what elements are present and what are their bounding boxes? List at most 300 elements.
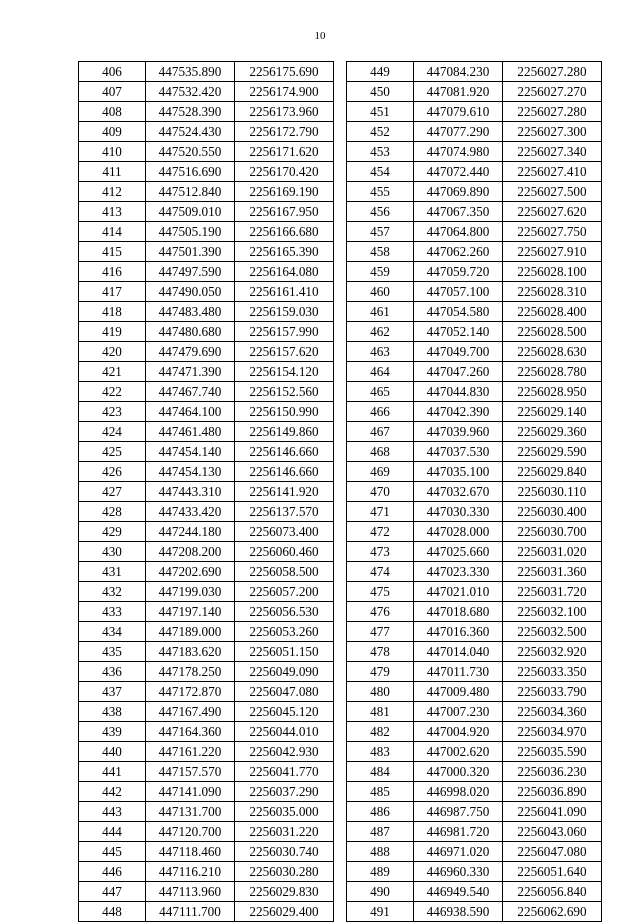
x-coordinate-cell: 447014.040	[414, 642, 503, 662]
table-row	[79, 322, 334, 342]
y-coordinate-cell: 2256032.100	[503, 602, 602, 622]
table-row	[79, 722, 334, 742]
x-coordinate-cell: 447081.920	[414, 82, 503, 102]
point-number-cell: 474	[347, 562, 414, 582]
table-row	[79, 482, 334, 502]
point-number-cell: 448	[79, 902, 146, 922]
table-row	[79, 82, 334, 102]
table-row	[79, 842, 334, 862]
x-coordinate-cell: 447067.350	[414, 202, 503, 222]
point-number-cell: 413	[79, 202, 146, 222]
point-number-cell: 467	[347, 422, 414, 442]
x-coordinate-cell: 447535.890	[146, 62, 235, 82]
x-coordinate-cell: 447009.480	[414, 682, 503, 702]
x-coordinate-cell: 447064.800	[414, 222, 503, 242]
y-coordinate-cell: 2256150.990	[235, 402, 334, 422]
x-coordinate-cell: 447157.570	[146, 762, 235, 782]
x-coordinate-cell: 447454.130	[146, 462, 235, 482]
x-coordinate-cell: 447208.200	[146, 542, 235, 562]
point-number-cell: 419	[79, 322, 146, 342]
y-coordinate-cell: 2256033.350	[503, 662, 602, 682]
point-number-cell: 487	[347, 822, 414, 842]
point-number-cell: 439	[79, 722, 146, 742]
point-number-cell: 476	[347, 602, 414, 622]
x-coordinate-cell: 447172.870	[146, 682, 235, 702]
y-coordinate-cell: 2256028.500	[503, 322, 602, 342]
x-coordinate-cell: 447479.690	[146, 342, 235, 362]
y-coordinate-cell: 2256073.400	[235, 522, 334, 542]
point-number-cell: 481	[347, 702, 414, 722]
point-number-cell: 462	[347, 322, 414, 342]
point-number-cell: 468	[347, 442, 414, 462]
y-coordinate-cell: 2256029.840	[503, 462, 602, 482]
x-coordinate-cell: 447443.310	[146, 482, 235, 502]
table-row	[79, 262, 334, 282]
point-number-cell: 469	[347, 462, 414, 482]
table-row	[79, 342, 334, 362]
x-coordinate-cell: 447074.980	[414, 142, 503, 162]
x-coordinate-cell: 447524.430	[146, 122, 235, 142]
table-row	[79, 782, 334, 802]
y-coordinate-cell: 2256060.460	[235, 542, 334, 562]
point-number-cell: 410	[79, 142, 146, 162]
table-row	[347, 502, 602, 522]
y-coordinate-cell: 2256030.110	[503, 482, 602, 502]
point-number-cell: 461	[347, 302, 414, 322]
y-coordinate-cell: 2256159.030	[235, 302, 334, 322]
y-coordinate-cell: 2256034.360	[503, 702, 602, 722]
x-coordinate-cell: 447039.960	[414, 422, 503, 442]
point-number-cell: 423	[79, 402, 146, 422]
y-coordinate-cell: 2256028.630	[503, 342, 602, 362]
point-number-cell: 473	[347, 542, 414, 562]
x-coordinate-cell: 447044.830	[414, 382, 503, 402]
y-coordinate-cell: 2256045.120	[235, 702, 334, 722]
point-number-cell: 457	[347, 222, 414, 242]
x-coordinate-cell: 447471.390	[146, 362, 235, 382]
table-row	[347, 622, 602, 642]
table-row	[79, 362, 334, 382]
table-row	[347, 482, 602, 502]
x-coordinate-cell: 447057.100	[414, 282, 503, 302]
table-row	[347, 542, 602, 562]
x-coordinate-cell: 447002.620	[414, 742, 503, 762]
coordinates-table-left-body	[79, 62, 334, 922]
table-row	[347, 862, 602, 882]
x-coordinate-cell: 447464.100	[146, 402, 235, 422]
point-number-cell: 471	[347, 502, 414, 522]
x-coordinate-cell: 447483.480	[146, 302, 235, 322]
y-coordinate-cell: 2256028.950	[503, 382, 602, 402]
table-row	[79, 602, 334, 622]
point-number-cell: 489	[347, 862, 414, 882]
y-coordinate-cell: 2256031.220	[235, 822, 334, 842]
table-row	[347, 102, 602, 122]
x-coordinate-cell: 447069.890	[414, 182, 503, 202]
point-number-cell: 454	[347, 162, 414, 182]
point-number-cell: 456	[347, 202, 414, 222]
point-number-cell: 443	[79, 802, 146, 822]
table-row	[347, 202, 602, 222]
point-number-cell: 432	[79, 582, 146, 602]
point-number-cell: 409	[79, 122, 146, 142]
point-number-cell: 415	[79, 242, 146, 262]
y-coordinate-cell: 2256146.660	[235, 462, 334, 482]
table-row	[347, 562, 602, 582]
point-number-cell: 435	[79, 642, 146, 662]
x-coordinate-cell: 447052.140	[414, 322, 503, 342]
table-row	[79, 202, 334, 222]
point-number-cell: 451	[347, 102, 414, 122]
point-number-cell: 449	[347, 62, 414, 82]
x-coordinate-cell: 447120.700	[146, 822, 235, 842]
point-number-cell: 464	[347, 362, 414, 382]
y-coordinate-cell: 2256029.400	[235, 902, 334, 922]
y-coordinate-cell: 2256036.890	[503, 782, 602, 802]
table-row	[347, 602, 602, 622]
y-coordinate-cell: 2256031.020	[503, 542, 602, 562]
y-coordinate-cell: 2256172.790	[235, 122, 334, 142]
point-number-cell: 444	[79, 822, 146, 842]
y-coordinate-cell: 2256167.950	[235, 202, 334, 222]
x-coordinate-cell: 447528.390	[146, 102, 235, 122]
y-coordinate-cell: 2256056.840	[503, 882, 602, 902]
y-coordinate-cell: 2256031.360	[503, 562, 602, 582]
table-row	[347, 722, 602, 742]
y-coordinate-cell: 2256149.860	[235, 422, 334, 442]
y-coordinate-cell: 2256030.740	[235, 842, 334, 862]
x-coordinate-cell: 447467.740	[146, 382, 235, 402]
table-row	[347, 742, 602, 762]
x-coordinate-cell: 447000.320	[414, 762, 503, 782]
point-number-cell: 472	[347, 522, 414, 542]
table-row	[79, 242, 334, 262]
table-row	[79, 862, 334, 882]
x-coordinate-cell: 447131.700	[146, 802, 235, 822]
x-coordinate-cell: 447072.440	[414, 162, 503, 182]
table-row	[79, 142, 334, 162]
x-coordinate-cell: 447023.330	[414, 562, 503, 582]
y-coordinate-cell: 2256027.750	[503, 222, 602, 242]
table-row	[347, 522, 602, 542]
table-row	[79, 442, 334, 462]
y-coordinate-cell: 2256056.530	[235, 602, 334, 622]
table-row	[79, 182, 334, 202]
x-coordinate-cell: 447461.480	[146, 422, 235, 442]
x-coordinate-cell: 447047.260	[414, 362, 503, 382]
table-row	[347, 302, 602, 322]
x-coordinate-cell: 447028.000	[414, 522, 503, 542]
x-coordinate-cell: 447042.390	[414, 402, 503, 422]
point-number-cell: 485	[347, 782, 414, 802]
x-coordinate-cell: 447037.530	[414, 442, 503, 462]
x-coordinate-cell: 447016.360	[414, 622, 503, 642]
y-coordinate-cell: 2256049.090	[235, 662, 334, 682]
table-row	[347, 162, 602, 182]
point-number-cell: 434	[79, 622, 146, 642]
y-coordinate-cell: 2256154.120	[235, 362, 334, 382]
point-number-cell: 477	[347, 622, 414, 642]
y-coordinate-cell: 2256152.560	[235, 382, 334, 402]
table-row	[347, 702, 602, 722]
y-coordinate-cell: 2256047.080	[235, 682, 334, 702]
y-coordinate-cell: 2256029.360	[503, 422, 602, 442]
point-number-cell: 453	[347, 142, 414, 162]
table-row	[79, 562, 334, 582]
y-coordinate-cell: 2256032.500	[503, 622, 602, 642]
table-row	[79, 462, 334, 482]
y-coordinate-cell: 2256051.640	[503, 862, 602, 882]
point-number-cell: 427	[79, 482, 146, 502]
table-row	[347, 362, 602, 382]
table-row	[79, 162, 334, 182]
y-coordinate-cell: 2256027.280	[503, 102, 602, 122]
point-number-cell: 421	[79, 362, 146, 382]
y-coordinate-cell: 2256146.660	[235, 442, 334, 462]
table-row	[347, 402, 602, 422]
y-coordinate-cell: 2256027.270	[503, 82, 602, 102]
x-coordinate-cell: 447490.050	[146, 282, 235, 302]
y-coordinate-cell: 2256027.340	[503, 142, 602, 162]
x-coordinate-cell: 447116.210	[146, 862, 235, 882]
x-coordinate-cell: 447062.260	[414, 242, 503, 262]
y-coordinate-cell: 2256141.920	[235, 482, 334, 502]
point-number-cell: 438	[79, 702, 146, 722]
table-row	[79, 802, 334, 822]
x-coordinate-cell: 447079.610	[414, 102, 503, 122]
point-number-cell: 450	[347, 82, 414, 102]
table-row	[347, 662, 602, 682]
point-number-cell: 414	[79, 222, 146, 242]
table-row	[79, 282, 334, 302]
table-row	[79, 742, 334, 762]
x-coordinate-cell: 447011.730	[414, 662, 503, 682]
point-number-cell: 442	[79, 782, 146, 802]
table-row	[79, 222, 334, 242]
coordinates-table-right-body	[347, 62, 602, 922]
table-row	[79, 642, 334, 662]
y-coordinate-cell: 2256027.280	[503, 62, 602, 82]
point-number-cell: 479	[347, 662, 414, 682]
point-number-cell: 408	[79, 102, 146, 122]
y-coordinate-cell: 2256137.570	[235, 502, 334, 522]
y-coordinate-cell: 2256053.260	[235, 622, 334, 642]
y-coordinate-cell: 2256041.090	[503, 802, 602, 822]
y-coordinate-cell: 2256175.690	[235, 62, 334, 82]
point-number-cell: 429	[79, 522, 146, 542]
table-row	[79, 582, 334, 602]
table-row	[347, 442, 602, 462]
point-number-cell: 460	[347, 282, 414, 302]
point-number-cell: 446	[79, 862, 146, 882]
x-coordinate-cell: 447018.680	[414, 602, 503, 622]
point-number-cell: 483	[347, 742, 414, 762]
x-coordinate-cell: 447025.660	[414, 542, 503, 562]
point-number-cell: 411	[79, 162, 146, 182]
x-coordinate-cell: 446960.330	[414, 862, 503, 882]
x-coordinate-cell: 447077.290	[414, 122, 503, 142]
y-coordinate-cell: 2256036.230	[503, 762, 602, 782]
table-row	[347, 762, 602, 782]
point-number-cell: 433	[79, 602, 146, 622]
table-row	[79, 302, 334, 322]
point-number-cell: 463	[347, 342, 414, 362]
y-coordinate-cell: 2256173.960	[235, 102, 334, 122]
point-number-cell: 486	[347, 802, 414, 822]
y-coordinate-cell: 2256029.590	[503, 442, 602, 462]
point-number-cell: 426	[79, 462, 146, 482]
x-coordinate-cell: 447007.230	[414, 702, 503, 722]
x-coordinate-cell: 446987.750	[414, 802, 503, 822]
point-number-cell: 491	[347, 902, 414, 922]
x-coordinate-cell: 447021.010	[414, 582, 503, 602]
x-coordinate-cell: 447054.580	[414, 302, 503, 322]
table-row	[79, 822, 334, 842]
table-row	[79, 522, 334, 542]
point-number-cell: 424	[79, 422, 146, 442]
table-row	[347, 882, 602, 902]
point-number-cell: 447	[79, 882, 146, 902]
x-coordinate-cell: 447084.230	[414, 62, 503, 82]
y-coordinate-cell: 2256165.390	[235, 242, 334, 262]
y-coordinate-cell: 2256027.620	[503, 202, 602, 222]
x-coordinate-cell: 447161.220	[146, 742, 235, 762]
table-row	[347, 842, 602, 862]
x-coordinate-cell: 447197.140	[146, 602, 235, 622]
page-number: 10	[314, 30, 326, 42]
point-number-cell: 440	[79, 742, 146, 762]
point-number-cell: 436	[79, 662, 146, 682]
y-coordinate-cell: 2256030.400	[503, 502, 602, 522]
x-coordinate-cell: 447501.390	[146, 242, 235, 262]
x-coordinate-cell: 447183.620	[146, 642, 235, 662]
point-number-cell: 437	[79, 682, 146, 702]
point-number-cell: 480	[347, 682, 414, 702]
table-row	[347, 822, 602, 842]
y-coordinate-cell: 2256161.410	[235, 282, 334, 302]
point-number-cell: 488	[347, 842, 414, 862]
x-coordinate-cell: 447049.700	[414, 342, 503, 362]
x-coordinate-cell: 447164.360	[146, 722, 235, 742]
table-row	[79, 502, 334, 522]
x-coordinate-cell: 446949.540	[414, 882, 503, 902]
y-coordinate-cell: 2256170.420	[235, 162, 334, 182]
y-coordinate-cell: 2256171.620	[235, 142, 334, 162]
x-coordinate-cell: 446981.720	[414, 822, 503, 842]
point-number-cell: 407	[79, 82, 146, 102]
point-number-cell: 422	[79, 382, 146, 402]
table-row	[347, 642, 602, 662]
x-coordinate-cell: 447512.840	[146, 182, 235, 202]
y-coordinate-cell: 2256169.190	[235, 182, 334, 202]
point-number-cell: 431	[79, 562, 146, 582]
point-number-cell: 475	[347, 582, 414, 602]
table-row	[347, 142, 602, 162]
y-coordinate-cell: 2256058.500	[235, 562, 334, 582]
y-coordinate-cell: 2256028.780	[503, 362, 602, 382]
point-number-cell: 482	[347, 722, 414, 742]
point-number-cell: 418	[79, 302, 146, 322]
x-coordinate-cell: 447505.190	[146, 222, 235, 242]
table-row	[347, 462, 602, 482]
table-row	[347, 262, 602, 282]
x-coordinate-cell: 447202.690	[146, 562, 235, 582]
point-number-cell: 417	[79, 282, 146, 302]
y-coordinate-cell: 2256047.080	[503, 842, 602, 862]
point-number-cell: 459	[347, 262, 414, 282]
y-coordinate-cell: 2256034.970	[503, 722, 602, 742]
y-coordinate-cell: 2256166.680	[235, 222, 334, 242]
table-row	[347, 802, 602, 822]
table-row	[79, 102, 334, 122]
table-row	[79, 762, 334, 782]
point-number-cell: 430	[79, 542, 146, 562]
x-coordinate-cell: 447118.460	[146, 842, 235, 862]
table-row	[347, 582, 602, 602]
y-coordinate-cell: 2256043.060	[503, 822, 602, 842]
table-row	[347, 282, 602, 302]
x-coordinate-cell: 447532.420	[146, 82, 235, 102]
y-coordinate-cell: 2256042.930	[235, 742, 334, 762]
x-coordinate-cell: 447454.140	[146, 442, 235, 462]
y-coordinate-cell: 2256028.310	[503, 282, 602, 302]
x-coordinate-cell: 447035.100	[414, 462, 503, 482]
table-row	[79, 62, 334, 82]
table-row	[79, 422, 334, 442]
x-coordinate-cell: 446938.590	[414, 902, 503, 922]
x-coordinate-cell: 447189.000	[146, 622, 235, 642]
y-coordinate-cell: 2256030.280	[235, 862, 334, 882]
table-row	[347, 62, 602, 82]
table-row	[347, 422, 602, 442]
table-row	[347, 322, 602, 342]
x-coordinate-cell: 447520.550	[146, 142, 235, 162]
point-number-cell: 412	[79, 182, 146, 202]
table-row	[347, 182, 602, 202]
y-coordinate-cell: 2256062.690	[503, 902, 602, 922]
coordinates-table-right	[346, 61, 602, 922]
y-coordinate-cell: 2256037.290	[235, 782, 334, 802]
x-coordinate-cell: 447030.330	[414, 502, 503, 522]
table-row	[347, 682, 602, 702]
point-number-cell: 478	[347, 642, 414, 662]
table-row	[347, 222, 602, 242]
x-coordinate-cell: 447004.920	[414, 722, 503, 742]
point-number-cell: 484	[347, 762, 414, 782]
y-coordinate-cell: 2256029.140	[503, 402, 602, 422]
table-row	[79, 662, 334, 682]
x-coordinate-cell: 447178.250	[146, 662, 235, 682]
point-number-cell: 465	[347, 382, 414, 402]
y-coordinate-cell: 2256029.830	[235, 882, 334, 902]
y-coordinate-cell: 2256041.770	[235, 762, 334, 782]
x-coordinate-cell: 447480.680	[146, 322, 235, 342]
y-coordinate-cell: 2256033.790	[503, 682, 602, 702]
table-row	[79, 382, 334, 402]
y-coordinate-cell: 2256031.720	[503, 582, 602, 602]
table-row	[79, 882, 334, 902]
point-number-cell: 406	[79, 62, 146, 82]
point-number-cell: 416	[79, 262, 146, 282]
x-coordinate-cell: 447167.490	[146, 702, 235, 722]
y-coordinate-cell: 2256051.150	[235, 642, 334, 662]
table-row	[79, 702, 334, 722]
y-coordinate-cell: 2256028.400	[503, 302, 602, 322]
y-coordinate-cell: 2256027.910	[503, 242, 602, 262]
table-row	[347, 342, 602, 362]
x-coordinate-cell: 447199.030	[146, 582, 235, 602]
y-coordinate-cell: 2256035.590	[503, 742, 602, 762]
